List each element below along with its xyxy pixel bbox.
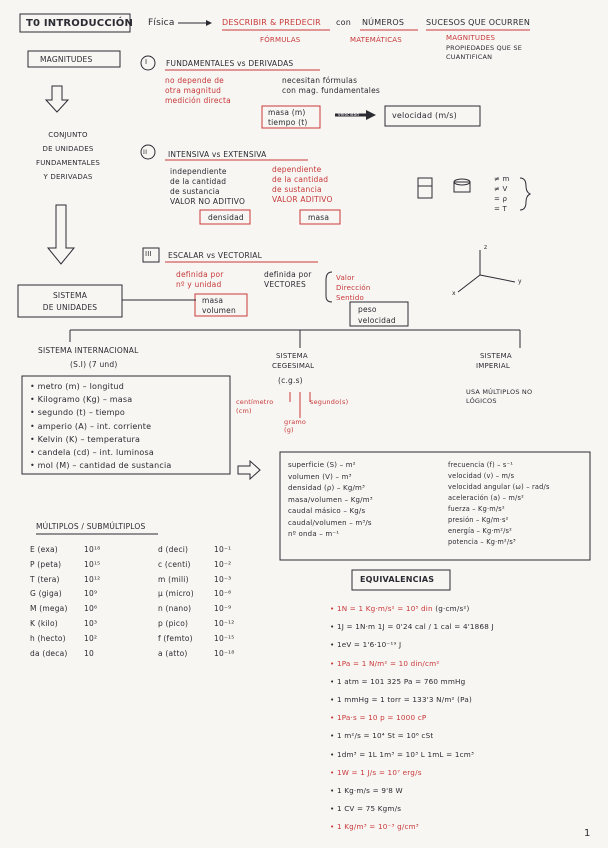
derived-item: velocidad (v) – m/s bbox=[448, 472, 515, 480]
power: 10⁶ bbox=[84, 604, 98, 614]
equiv-item: • 1 mmHg = 1 torr = 133'3 N/m² (Pa) bbox=[330, 695, 472, 705]
multiple-row bbox=[158, 543, 235, 558]
page-number: 1 bbox=[584, 828, 591, 839]
si-item: • Kilogramo (Kg) – masa bbox=[30, 395, 133, 405]
equiv-item: • 1Pa = 1 N/m² = 10 din/cm² bbox=[330, 658, 440, 668]
symbol-line: ≠ m bbox=[494, 175, 510, 183]
power: 10⁻¹² bbox=[214, 618, 235, 628]
axis-z: z bbox=[484, 244, 488, 251]
conjunto-line: DE UNIDADES bbox=[42, 145, 94, 153]
derived-item: caudal másico – Kg/s bbox=[288, 507, 366, 515]
prefix: p (pico) bbox=[158, 618, 189, 628]
multiple-row bbox=[30, 558, 100, 573]
equiv-black: 1 CV = 75 Kgm/s bbox=[336, 804, 402, 814]
power: 10¹⁵ bbox=[84, 559, 101, 569]
equiv-black: 1 m²/s = 10⁴ St = 10⁶ cSt bbox=[336, 731, 434, 741]
equiv-red: 1N = 1 Kg·m/s² = 10⁵ din bbox=[336, 604, 433, 613]
equiv-item: • 1W = 1 J/s = 10⁷ erg/s bbox=[330, 767, 422, 777]
equivalencias-heading: EQUIVALENCIAS bbox=[360, 575, 435, 584]
imperial-heading2: IMPERIAL bbox=[476, 362, 510, 370]
equiv-item: • 1eV = 1'6·10⁻¹⁹ J bbox=[330, 640, 402, 650]
ext-line: de la cantidad bbox=[272, 175, 329, 184]
ext-example: masa bbox=[308, 213, 330, 222]
power: 10³ bbox=[84, 618, 98, 628]
multiple-row bbox=[30, 632, 100, 647]
si-item: • Kelvin (K) – temperatura bbox=[30, 434, 141, 444]
multiples-right bbox=[158, 543, 235, 661]
vector-prop: Dirección bbox=[336, 284, 371, 292]
si-item: • candela (cd) – int. luminosa bbox=[30, 448, 154, 458]
ext-line: dependiente bbox=[272, 165, 322, 174]
equiv-item: • 1J = 1N·m 1J = 0'24 cal / 1 cal = 4'1868 J bbox=[330, 622, 494, 632]
prefix: d (deci) bbox=[158, 545, 189, 554]
vector-line: definida por bbox=[264, 270, 312, 279]
scalar-example: volumen bbox=[202, 306, 236, 315]
section3-heading: ESCALAR vs VECTORIAL bbox=[168, 251, 262, 260]
sistema-line: DE UNIDADES bbox=[42, 303, 98, 312]
equiv-item: • 1 m²/s = 10⁴ St = 10⁶ cSt bbox=[330, 731, 434, 741]
power: 10⁻⁶ bbox=[214, 589, 232, 599]
derived-left bbox=[288, 460, 373, 541]
intro-with: con bbox=[336, 18, 351, 27]
cgs-g: gramo (g) bbox=[284, 418, 307, 434]
velocity-result: velocidad (m/s) bbox=[392, 111, 457, 120]
int-example: densidad bbox=[208, 213, 244, 222]
ext-line: VALOR ADITIVO bbox=[272, 195, 333, 204]
equiv-black: 1 mmHg = 1 torr = 133'3 N/m² (Pa) bbox=[336, 695, 472, 705]
si-sub: (S.I) (7 und) bbox=[70, 360, 118, 369]
si-item: • metro (m) – longitud bbox=[30, 382, 124, 391]
cgs-units: (c.g.s) bbox=[278, 376, 303, 385]
si-item-text: candela (cd) – int. luminosa bbox=[37, 448, 154, 458]
equiv-item: • 1 Kg/m³ = 10⁻³ g/cm³ bbox=[330, 822, 419, 832]
si-item-text: Kilogramo (Kg) – masa bbox=[37, 395, 133, 405]
si-item: • segundo (t) – tiempo bbox=[30, 408, 126, 418]
axis-x: x bbox=[452, 290, 456, 297]
si-item-text: mol (M) – cantidad de sustancia bbox=[37, 461, 172, 471]
scalar-example: masa bbox=[202, 296, 224, 305]
symbol-line: = ρ bbox=[494, 195, 508, 203]
derived-item: presión – Kg/m·s² bbox=[448, 516, 509, 524]
int-line: de la cantidad bbox=[170, 177, 227, 186]
vector-example: peso bbox=[358, 305, 377, 314]
deriv-line: necesitan fórmulas bbox=[282, 76, 358, 85]
equiv-black: 1dm³ = 1L 1m³ = 10³ L 1mL = 1cm³ bbox=[336, 749, 475, 759]
section1-heading: FUNDAMENTALES vs DERIVADAS bbox=[166, 59, 294, 68]
symbol-line: = T bbox=[494, 205, 507, 213]
equiv-item: • 1 atm = 101 325 Pa = 760 mmHg bbox=[330, 676, 466, 686]
prefix: P (peta) bbox=[30, 559, 62, 569]
ext-line: de sustancia bbox=[272, 185, 322, 194]
box-line: tiempo (t) bbox=[268, 118, 308, 127]
derived-item: nº onda – m⁻¹ bbox=[288, 530, 340, 538]
prefix: T (tera) bbox=[30, 574, 60, 584]
section2-ext bbox=[272, 165, 333, 205]
deriv-line: con mag. fundamentales bbox=[282, 86, 380, 95]
equiv-item: • 1 CV = 75 Kgm/s bbox=[330, 804, 402, 814]
equiv-item: • 1Pa·s = 10 p = 1000 cP bbox=[330, 713, 427, 723]
equiv-black: 1 Kg·m/s = 9'8 W bbox=[336, 786, 403, 796]
multiple-row bbox=[158, 632, 235, 647]
vector-line: VECTORES bbox=[264, 280, 306, 289]
multiple-row bbox=[30, 573, 100, 588]
multiple-row bbox=[158, 617, 235, 632]
intro-formulas: FÓRMULAS bbox=[260, 36, 301, 44]
si-item-text: Kelvin (K) – temperatura bbox=[37, 434, 141, 444]
section2-heading: INTENSIVA vs EXTENSIVA bbox=[168, 150, 267, 159]
magnitudes-box-label: MAGNITUDES bbox=[40, 55, 93, 64]
power: 10⁹ bbox=[84, 589, 98, 599]
si-heading: SISTEMA INTERNACIONAL bbox=[38, 346, 139, 355]
conjunto-line: FUNDAMENTALES bbox=[35, 159, 101, 167]
derived-right bbox=[448, 460, 550, 548]
fund-line: otra magnitud bbox=[165, 86, 222, 95]
intro-properties: PROPIEDADES QUE SE CUANTIFICAN bbox=[446, 44, 523, 61]
derived-item: densidad (ρ) – Kg/m³ bbox=[288, 484, 366, 492]
derived-item: velocidad angular (ω) – rad/s bbox=[448, 483, 550, 491]
symbol-line: ≠ V bbox=[494, 185, 508, 193]
section3-vector bbox=[264, 270, 312, 290]
si-item: • mol (M) – cantidad de sustancia bbox=[30, 461, 172, 471]
derived-item: superficie (S) – m² bbox=[288, 461, 356, 469]
intro-describe: DESCRIBIR bbox=[222, 18, 268, 27]
multiple-row bbox=[30, 647, 100, 662]
power: 10² bbox=[84, 633, 98, 643]
section1-deriv bbox=[282, 76, 380, 96]
conjunto-line: Y DERIVADAS bbox=[43, 173, 93, 181]
derived-item: energía – Kg·m²/s² bbox=[448, 527, 513, 535]
scalar-examples bbox=[202, 296, 236, 316]
derived-item: volumen (V) – m³ bbox=[288, 472, 352, 481]
si-item-text: segundo (t) – tiempo bbox=[37, 408, 126, 418]
derived-item: aceleración (a) – m/s² bbox=[448, 494, 524, 502]
si-item: • amperio (A) – int. corriente bbox=[30, 421, 152, 431]
power: 10⁻¹⁸ bbox=[214, 648, 235, 658]
fund-line: medición directa bbox=[165, 96, 231, 105]
intro-predict: & PREDECIR bbox=[270, 18, 321, 27]
power: 10⁻⁹ bbox=[214, 604, 232, 614]
prefix: E (exa) bbox=[30, 545, 58, 554]
int-line: de sustancia bbox=[170, 187, 220, 196]
imperial-desc bbox=[466, 388, 532, 406]
power: 10⁻¹ bbox=[214, 545, 232, 554]
si-item-text: metro (m) – longitud bbox=[37, 382, 124, 391]
arrow-label: velocidad bbox=[338, 112, 360, 117]
equiv-black: 1 atm = 101 325 Pa = 760 mmHg bbox=[336, 676, 466, 686]
derived-item: fuerza – Kg·m/s² bbox=[448, 505, 505, 513]
power: 10¹² bbox=[84, 574, 101, 584]
cgs-heading: SISTEMA bbox=[276, 352, 308, 360]
vector-examples bbox=[358, 304, 396, 326]
vector-example: velocidad bbox=[358, 316, 396, 325]
equivalencias-list bbox=[330, 600, 494, 837]
multiples-left bbox=[30, 543, 100, 661]
scalar-line: nº y unidad bbox=[176, 280, 222, 289]
int-line: VALOR NO ADITIVO bbox=[170, 197, 246, 206]
prefix: μ (micro) bbox=[158, 589, 194, 599]
equiv-black: 1eV = 1'6·10⁻¹⁹ J bbox=[336, 640, 402, 650]
vector-prop: Sentido bbox=[336, 294, 365, 302]
imperial-desc-line: USA MÚLTIPLOS NO bbox=[466, 388, 533, 396]
multiple-row bbox=[30, 617, 100, 632]
cgs-s: segundo(s) bbox=[310, 398, 349, 406]
prefix: c (centi) bbox=[158, 559, 191, 569]
prefix: a (atto) bbox=[158, 648, 188, 658]
section2-num: II bbox=[143, 148, 148, 156]
prefix: da (deca) bbox=[30, 648, 68, 658]
prefix: M (mega) bbox=[30, 604, 68, 614]
sistema-line: SISTEMA bbox=[52, 291, 88, 300]
intro-events: SUCESOS QUE OCURREN bbox=[426, 18, 531, 27]
prefix: n (nano) bbox=[158, 604, 192, 614]
prefix: m (mili) bbox=[158, 574, 189, 584]
prefix: f (femto) bbox=[158, 633, 193, 643]
intro-lead: Física bbox=[148, 18, 175, 28]
conjunto-line: CONJUNTO bbox=[48, 131, 88, 139]
int-line: independiente bbox=[170, 167, 227, 176]
equiv-red: 1W = 1 J/s = 10⁷ erg/s bbox=[336, 767, 422, 777]
section3-num: III bbox=[145, 250, 152, 258]
multiples-heading: MÚLTIPLOS / SUBMÚLTIPLOS bbox=[36, 522, 146, 531]
section3-scalar bbox=[176, 270, 224, 290]
vector-prop: Valor bbox=[336, 274, 355, 282]
section2-symbols bbox=[494, 174, 510, 214]
power: 10⁻³ bbox=[214, 574, 232, 584]
prefix: K (kilo) bbox=[30, 618, 58, 628]
axis-y: y bbox=[518, 278, 522, 285]
multiple-row bbox=[158, 587, 235, 602]
equiv-item: • 1 Kg·m/s = 9'8 W bbox=[330, 786, 403, 796]
conjunto-unidades bbox=[28, 128, 108, 184]
derived-item: frecuencia (f) – s⁻¹ bbox=[448, 461, 514, 469]
equiv-red: 1Pa = 1 N/m² = 10 din/cm² bbox=[336, 658, 440, 668]
multiple-row bbox=[158, 558, 235, 573]
section3-vector-props bbox=[336, 273, 371, 303]
multiple-row bbox=[30, 587, 100, 602]
equiv-red: 1 Kg/m³ = 10⁻³ g/cm³ bbox=[336, 822, 419, 832]
imperial-heading: SISTEMA bbox=[480, 352, 512, 360]
multiple-row bbox=[30, 602, 100, 617]
intro-numbers: NÚMEROS bbox=[362, 18, 405, 27]
derived-item: masa/volumen – Kg/m³ bbox=[288, 495, 373, 504]
multiple-row bbox=[158, 602, 235, 617]
intro-math: MATEMÁTICAS bbox=[350, 36, 402, 44]
equiv-red: 1Pa·s = 10 p = 1000 cP bbox=[336, 713, 427, 723]
section2-int bbox=[170, 167, 245, 207]
cgs-heading2: CEGESIMAL bbox=[272, 362, 315, 370]
page-title: T0 INTRODUCCIÓN bbox=[26, 18, 134, 29]
scalar-line: definida por bbox=[176, 270, 224, 279]
section1-fund bbox=[165, 76, 231, 106]
derived-item: caudal/volumen – m³/s bbox=[288, 518, 372, 527]
derived-item: potencia – Kg·m²/s³ bbox=[448, 538, 516, 546]
power: 10¹⁸ bbox=[84, 545, 101, 554]
si-item-text: amperio (A) – int. corriente bbox=[37, 421, 152, 431]
intro-magnitudes: MAGNITUDES bbox=[446, 34, 496, 42]
power: 10⁻² bbox=[214, 559, 232, 569]
imperial-desc-line: LÓGICOS bbox=[466, 397, 497, 405]
equiv-item: • 1dm³ = 1L 1m³ = 10³ L 1mL = 1cm³ bbox=[330, 749, 475, 759]
si-list bbox=[30, 380, 171, 472]
multiple-row bbox=[158, 573, 235, 588]
cgs-cm: centímetro (cm) bbox=[236, 398, 274, 415]
sistema-box bbox=[28, 290, 112, 314]
prefix: G (giga) bbox=[30, 589, 62, 599]
prefix: h (hecto) bbox=[30, 633, 66, 643]
section1-box bbox=[268, 108, 307, 128]
power: 10 bbox=[84, 648, 94, 658]
fund-line: no depende de bbox=[165, 76, 224, 85]
box-line: masa (m) bbox=[268, 108, 306, 117]
power: 10⁻¹⁵ bbox=[214, 633, 235, 643]
equiv-black: 1J = 1N·m 1J = 0'24 cal / 1 cal = 4'1868 J bbox=[336, 622, 494, 632]
multiple-row bbox=[158, 647, 235, 662]
equiv-black: (g·cm/s²) bbox=[435, 604, 470, 613]
section1-num: I bbox=[145, 58, 148, 66]
equiv-item: • 1N = 1 Kg·m/s² = 10⁵ din (g·cm/s²) bbox=[330, 604, 470, 613]
multiple-row bbox=[30, 543, 100, 558]
